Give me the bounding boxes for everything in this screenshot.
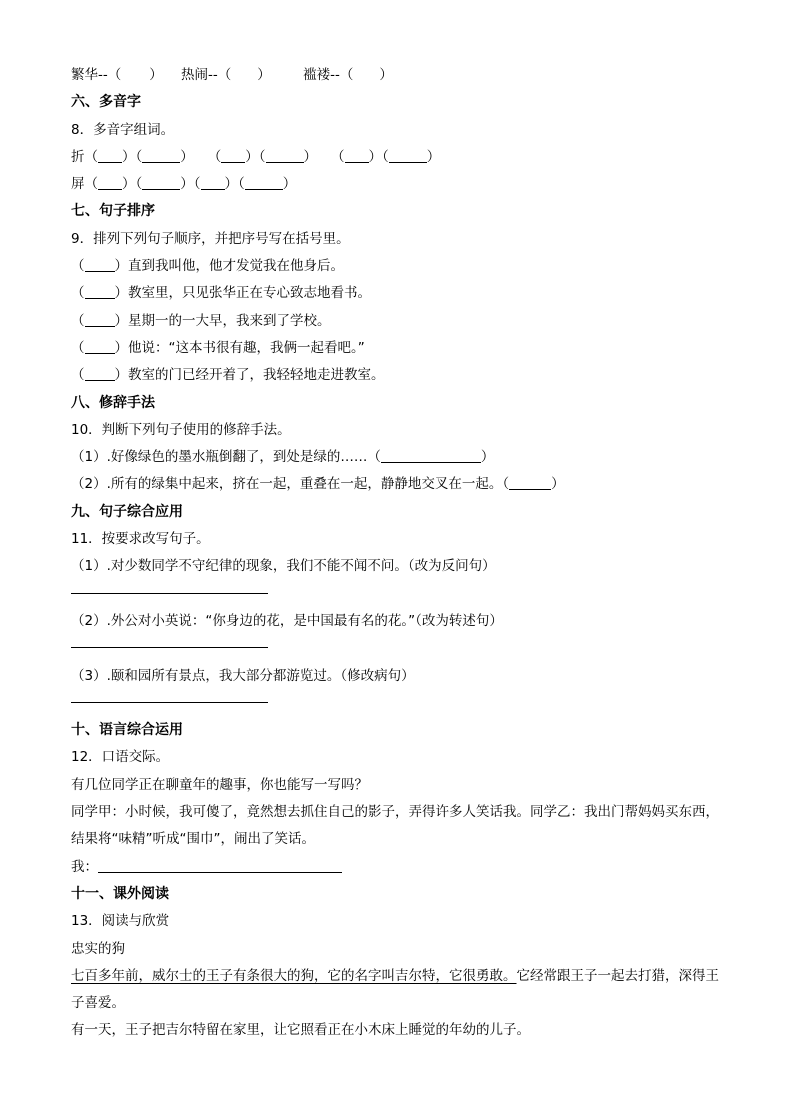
question-12: 12．口语交际。 — [71, 749, 170, 766]
question-11-3: （3）.颐和园所有景点，我大部分都游览过。（修改病句） — [71, 667, 415, 684]
sort-item: （ ）教室的门已经开着了，我轻轻地走进教室。 — [71, 367, 385, 384]
story-paragraph-2: 有一天，王子把吉尔特留在家里，让它照看正在小木床上睡觉的年幼的儿子。 — [71, 1022, 530, 1039]
answer-line-11-3[interactable] — [71, 690, 731, 717]
sort-blank[interactable] — [85, 284, 115, 299]
sort-item: （ ）星期一的一大早，我来到了学校。 — [71, 312, 331, 329]
section-11-heading: 十一、课外阅读 — [71, 885, 169, 902]
blank-ping-word-1[interactable] — [142, 175, 180, 190]
blank-zhe-word-1[interactable] — [142, 148, 180, 163]
blank-ping-word-2[interactable] — [245, 175, 283, 190]
blank-zhe-pinyin-1[interactable] — [98, 148, 122, 163]
question-13: 13．阅读与欣赏 — [71, 913, 170, 930]
question-9: 9．排列下列句子顺序，并把序号写在括号里。 — [71, 230, 350, 247]
section-8-heading: 八、修辞手法 — [71, 394, 155, 411]
sort-blank[interactable] — [85, 366, 115, 381]
worksheet-page — [71, 62, 731, 1045]
sort-item: （ ）教室里，只见张华正在专心致志地看书。 — [71, 285, 371, 302]
paren-close: ） — [149, 67, 163, 83]
blank-ping-pinyin-1[interactable] — [98, 175, 122, 190]
sort-item: （ ）直到我叫他，他才发觉我在他身后。 — [71, 258, 344, 275]
sort-blank[interactable] — [85, 257, 115, 272]
sort-blank[interactable] — [85, 339, 115, 354]
question-12-me-row: 我： — [71, 854, 731, 881]
paren-close: ） — [257, 67, 271, 83]
rhetoric-blank-1[interactable] — [381, 448, 481, 463]
sort-sentence: 他说：“这本书很有趣，我俩一起看吧。” — [128, 339, 365, 356]
polyphone-ping-row: 屏（ ）（ ）（ ）（ ） — [71, 176, 297, 193]
char-ping: 屏 — [71, 176, 85, 193]
question-10: 10．判断下列句子使用的修辞手法。 — [71, 421, 291, 438]
polyphone-zhe-row: 折（ ）（ ） （ ）（ ） （ ）（ ） — [71, 148, 441, 165]
question-11-2: （2）.外公对小英说：“你身边的花，是中国最有名的花。”（改为转述句） — [71, 612, 503, 629]
sort-sentence: 教室里，只见张华正在专心致志地看书。 — [128, 285, 371, 302]
question-8: 8．多音字组词。 — [71, 121, 175, 138]
synonym-row — [71, 62, 731, 89]
question-11-1: （1）.对少数同学不守纪律的现象，我们不能不闻不问。（改为反问句） — [71, 558, 496, 575]
blank-zhe-word-2[interactable] — [266, 148, 304, 163]
section-9-heading: 九、句子综合应用 — [71, 503, 183, 520]
sort-sentence: 星期一的一大早，我来到了学校。 — [128, 312, 331, 329]
section-10-heading: 十、语言综合运用 — [71, 722, 183, 739]
blank-ping-pinyin-2[interactable] — [201, 175, 225, 190]
char-zhe: 折 — [71, 148, 85, 165]
renao-prompt: 热闹--（ — [181, 67, 232, 83]
sort-sentence: 教室的门已经开着了，我轻轻地走进教室。 — [128, 367, 385, 384]
question-12-dialogue: 同学甲：小时候，我可傻了，竟然想去抓住自己的影子，弄得许多人笑话我。同学乙：我出门帮妈妈买东西，结果将“味精”听成“围巾”，闹出了笑话。 — [71, 804, 719, 848]
blank-zhe-pinyin-2[interactable] — [221, 148, 245, 163]
blank-zhe-word-3[interactable] — [389, 148, 427, 163]
story-paragraph-1: 七百多年前，威尔士的王子有条很大的狗，它的名字叫吉尔特，它很勇敢。它经常跟王子一起去打猎，深得王子喜爱。 — [71, 967, 719, 1012]
section-6-heading: 六、多音字 — [71, 94, 141, 111]
story-underlined-sentence: 七百多年前，威尔士的王子有条很大的狗，它的名字叫吉尔特，它很勇敢。 — [71, 967, 517, 984]
section-7-heading: 七、句子排序 — [71, 203, 155, 220]
answer-line-11-1[interactable] — [71, 581, 731, 608]
story-title: 忠实的狗 — [71, 940, 125, 957]
blank-zhe-pinyin-3[interactable] — [345, 148, 369, 163]
rhetoric-blank-2[interactable] — [509, 475, 551, 490]
me-answer-blank[interactable] — [98, 858, 342, 873]
fanhua-prompt: 繁华--（ — [71, 67, 122, 83]
question-12-prompt: 有几位同学正在聊童年的趣事，你也能写一写吗？ — [71, 776, 368, 793]
answer-line-11-2[interactable] — [71, 635, 731, 662]
question-11: 11．按要求改写句子。 — [71, 531, 210, 548]
sort-blank[interactable] — [85, 312, 115, 327]
paren-close: ） — [379, 67, 393, 83]
question-10-1: （1）.好像绿色的墨水瓶倒翻了，到处是绿的……（ ） — [71, 449, 495, 466]
sort-sentence: 直到我叫他，他才发觉我在他身后。 — [128, 258, 344, 275]
question-10-2: （2）.所有的绿集中起来，挤在一起，重叠在一起，静静地交叉在一起。（ ） — [71, 476, 565, 493]
lanlv-prompt: 褴褛--（ — [303, 67, 354, 83]
sort-item: （ ）他说：“这本书很有趣，我俩一起看吧。” — [71, 339, 365, 356]
